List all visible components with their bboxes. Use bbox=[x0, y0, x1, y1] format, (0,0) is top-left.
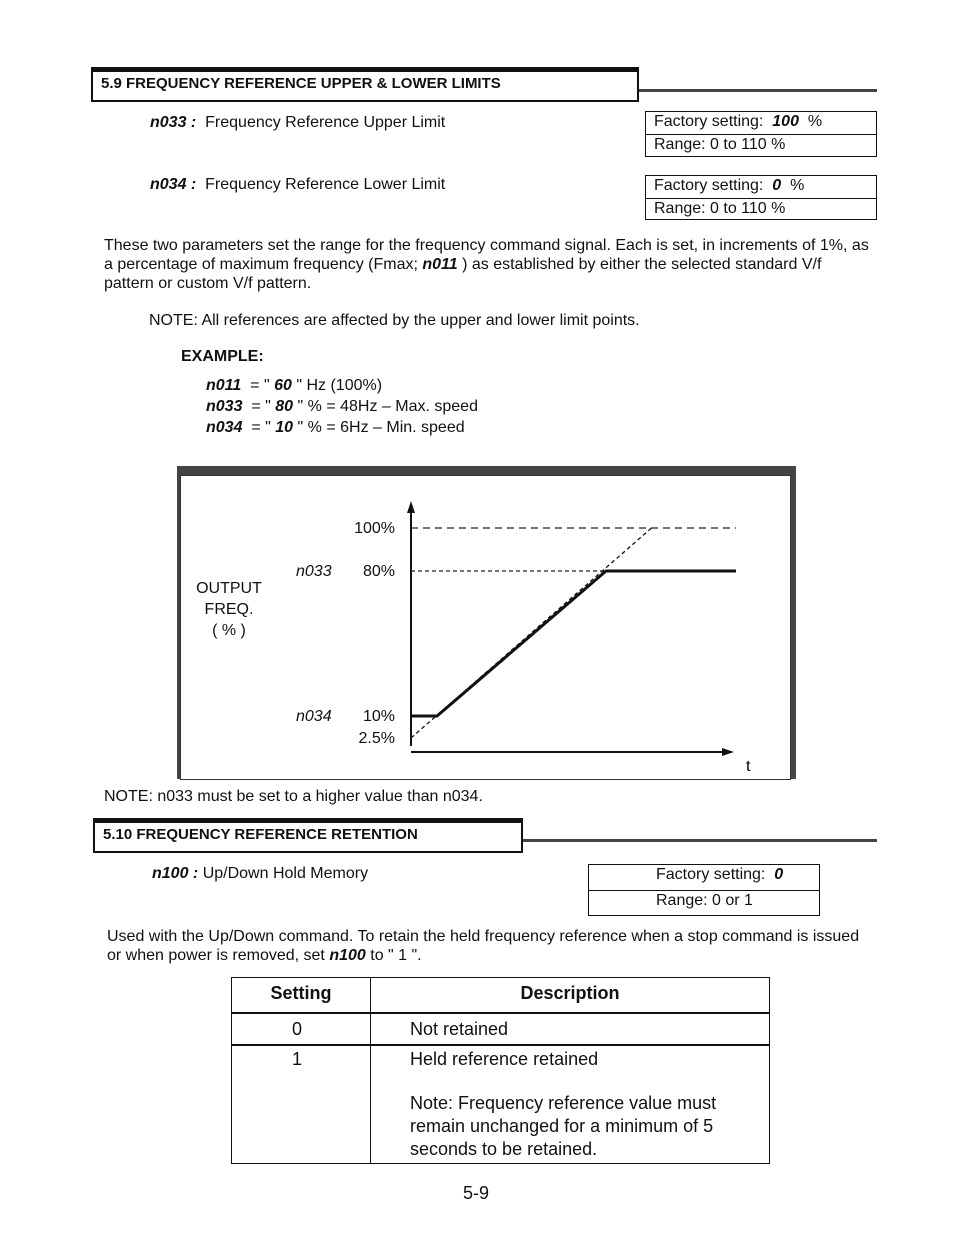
param-n033 bbox=[150, 114, 445, 132]
section-heading-5-9 bbox=[91, 67, 639, 102]
table-cell-note: Note: Frequency reference value must remain unchanged for a minimum of 5 seconds to be retained. bbox=[410, 1093, 717, 1159]
example-line: n033 = " 80 " % = 48Hz – Max. speed bbox=[206, 398, 478, 415]
note-order: NOTE: n033 must be set to a higher value than n034. bbox=[104, 788, 483, 805]
param-name: Frequency Reference Lower Limit bbox=[205, 176, 446, 193]
param-ref: n100 bbox=[329, 947, 366, 964]
factory-setting-row: Factory setting: 0 bbox=[656, 866, 784, 883]
table-cell-description: Held reference retained bbox=[410, 1049, 599, 1069]
frequency-limit-chart bbox=[180, 475, 791, 780]
y-axis-label-line: FREQ. bbox=[204, 601, 254, 618]
param-code: n100 : bbox=[152, 865, 199, 882]
section-heading-text: 5.9 FREQUENCY REFERENCE UPPER & LOWER LIMITS bbox=[101, 75, 501, 92]
chart-series bbox=[411, 528, 736, 738]
y-axis-arrow bbox=[407, 501, 415, 513]
chart-ticks bbox=[296, 520, 395, 747]
y-tick-label: 100% bbox=[354, 520, 395, 537]
y-tick-param: n034 bbox=[296, 708, 332, 725]
factory-value: 100 bbox=[772, 113, 799, 130]
retention-paragraph: Used with the Up/Down command. To retain the held frequency reference when a stop command is issued or when power is removed, set n100 to " 1 ". bbox=[107, 928, 860, 964]
param-code: n034 : bbox=[150, 176, 197, 193]
example-line: n011 = " 60 " Hz (100%) bbox=[206, 377, 383, 394]
factory-setting-row: Factory setting: 100 % bbox=[654, 113, 823, 130]
param-name: Frequency Reference Upper Limit bbox=[205, 114, 446, 131]
param-n100 bbox=[152, 865, 368, 883]
table-cell-setting: 0 bbox=[291, 1019, 302, 1039]
table-header-setting: Setting bbox=[270, 983, 332, 1003]
y-axis-label-line: OUTPUT bbox=[196, 580, 262, 597]
y-tick-param: n033 bbox=[296, 563, 332, 580]
description-paragraph: These two parameters set the range for the frequency command signal. Each is set, in increments of 1%, as a percentage of maximum frequency (Fmax; n011 ) as established by either the selected standard V/f pattern or custom V/f pattern. bbox=[104, 237, 869, 292]
section-rule bbox=[639, 89, 877, 92]
example-list bbox=[206, 375, 478, 438]
factory-value: 0 bbox=[772, 177, 782, 194]
param-n033-settings bbox=[645, 111, 877, 157]
x-axis-label: t bbox=[746, 758, 751, 775]
table-header-description: Description bbox=[520, 983, 620, 1003]
param-n100-settings bbox=[588, 864, 820, 916]
output-frequency-line bbox=[411, 571, 736, 716]
section-rule bbox=[523, 839, 877, 842]
y-tick-label: 2.5% bbox=[358, 730, 395, 747]
section-heading-5-10 bbox=[93, 818, 523, 853]
y-tick-label: 10% bbox=[362, 708, 395, 725]
note-limits: NOTE: All references are affected by the upper and lower limit points. bbox=[149, 312, 640, 329]
y-axis-label-line: ( % ) bbox=[212, 622, 246, 639]
table-cell-setting: 1 bbox=[291, 1049, 302, 1069]
page-number: 5-9 bbox=[463, 1183, 490, 1203]
chart-reference-lines bbox=[411, 528, 736, 571]
range-row: Range: 0 or 1 bbox=[589, 890, 819, 915]
section-heading-text: 5.10 FREQUENCY REFERENCE RETENTION bbox=[103, 826, 418, 843]
example-label: EXAMPLE: bbox=[181, 348, 264, 365]
x-axis-arrow bbox=[722, 748, 734, 756]
param-name: Up/Down Hold Memory bbox=[202, 865, 369, 882]
settings-table bbox=[231, 977, 770, 1164]
chart-ylabel bbox=[196, 580, 262, 639]
factory-setting-row: Factory setting: 0 % bbox=[654, 177, 805, 194]
example-line: n034 = " 10 " % = 6Hz – Min. speed bbox=[206, 419, 465, 436]
range-row: Range: 0 to 110 % bbox=[646, 134, 876, 156]
table-cell-description: Not retained bbox=[410, 1019, 509, 1039]
range-row: Range: 0 to 110 % bbox=[646, 198, 876, 220]
param-n034-settings bbox=[645, 175, 877, 220]
y-tick-label: 80% bbox=[362, 563, 395, 580]
param-n034 bbox=[150, 176, 445, 194]
param-code: n033 : bbox=[150, 114, 197, 131]
param-ref: n011 bbox=[422, 256, 458, 273]
factory-value: 0 bbox=[774, 866, 784, 883]
